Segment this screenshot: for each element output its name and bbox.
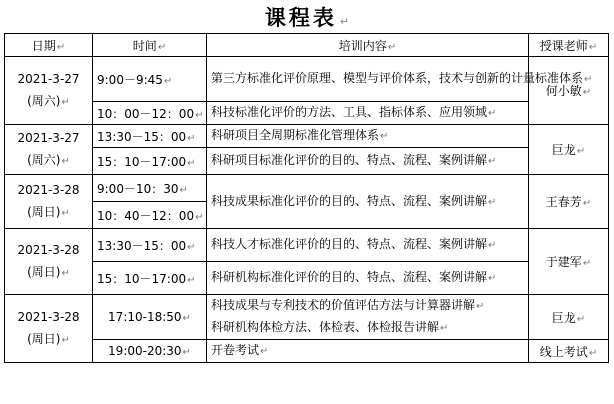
page-title: 课程表 [264, 6, 337, 30]
header-content: 培训内容↵ [207, 34, 529, 57]
header-row [5, 34, 609, 57]
paragraph-mark-icon: ↵ [339, 15, 350, 28]
teacher-cell: 线上考试↵ [529, 340, 609, 363]
time-cell: 10：00－12：00↵ [93, 102, 207, 125]
schedule-table [4, 33, 609, 363]
header-teacher: 授课老师↵ [529, 34, 609, 57]
time-cell: 15：10－17:00↵ [93, 148, 207, 175]
content-cell: 开卷考试↵ [207, 340, 529, 363]
content-cell: 第三方标准化评价原理、模型与评价体系，技术与创新的计量标准体系↵ [207, 57, 529, 102]
date-cell: 2021-3-28 (周日)↵ [5, 175, 93, 229]
content-cell: 科研项目全周期标准化管理体系↵ [207, 125, 529, 148]
table-row [5, 102, 609, 125]
time-cell: 9:00－10：30↵ [93, 175, 207, 202]
time-cell: 17:10-18:50↵ [93, 295, 207, 340]
teacher-cell: 何小敏↵ [529, 57, 609, 125]
teacher-cell: 巨龙↵ [529, 295, 609, 340]
table-row [5, 340, 609, 363]
table-row [5, 295, 609, 340]
content-cell: 科技成果与专利技术的价值评估方法与计算器讲解↵ 科研机构体检方法、体检表、体检报告讲解↵ [207, 295, 529, 340]
time-cell: 13:30－15：00↵ [93, 125, 207, 148]
time-cell: 9:00－9:45↵ [93, 57, 207, 102]
teacher-cell: 巨龙↵ [529, 125, 609, 175]
time-cell: 19:00-20:30↵ [93, 340, 207, 363]
title-area [0, 2, 614, 32]
table-row [5, 175, 609, 202]
teacher-cell: 王春芳↵ [529, 175, 609, 229]
date-cell: 2021-3-27 (周六)↵ [5, 125, 93, 175]
content-cell: 科技标准化评价的方法、工具、指标体系、应用领域↵ [207, 102, 529, 125]
time-cell: 10：40－12：00↵ [93, 202, 207, 229]
content-cell: 科技人才标准化评价的目的、特点、流程、案例讲解↵ [207, 229, 529, 262]
header-date: 日期↵ [5, 34, 93, 57]
content-cell: 科研机构标准化评价的目的、特点、流程、案例讲解↵ [207, 262, 529, 295]
date-cell: 2021-3-28 (周日)↵ [5, 295, 93, 363]
header-time: 时间↵ [93, 34, 207, 57]
table-row [5, 57, 609, 102]
time-cell: 13:30－15：00↵ [93, 229, 207, 262]
content-cell: 科研项目标准化评价的目的、特点、流程、案例讲解↵ [207, 148, 529, 175]
table-row [5, 229, 609, 262]
table-row [5, 262, 609, 295]
date-cell: 2021-3-28 (周日)↵ [5, 229, 93, 295]
teacher-cell: 于建军↵ [529, 229, 609, 295]
table-row [5, 148, 609, 175]
table-row [5, 125, 609, 148]
date-cell: 2021-3-27 (周六)↵ [5, 57, 93, 125]
time-cell: 15：10－17:00↵ [93, 262, 207, 295]
content-cell: 科技成果标准化评价的目的、特点、流程、案例讲解↵ [207, 175, 529, 229]
